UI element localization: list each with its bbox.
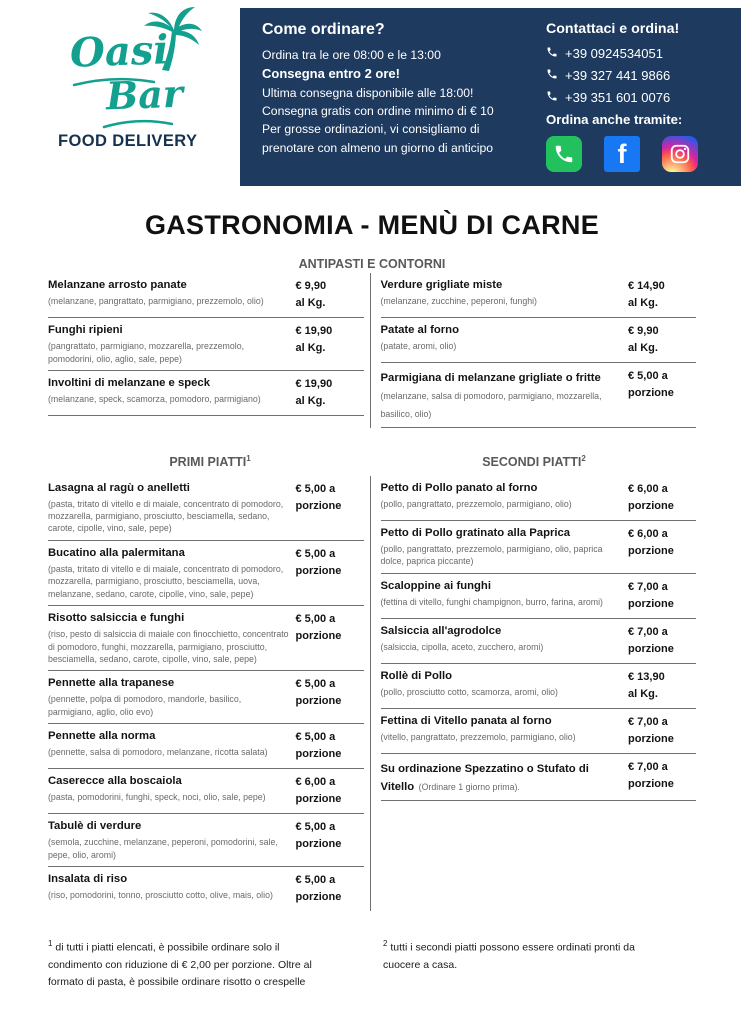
dish-name: Petto di Pollo panato al forno (380, 481, 538, 494)
price-unit: porzione (295, 838, 342, 851)
menu-item (48, 814, 364, 867)
mains-columns (48, 476, 696, 912)
dish-ingredients: (pangrattato, parmigiano, mozzarella, prezzemolo, pomodorini, olio, aglio, sale, pepe) (48, 341, 245, 364)
antipasti-left-column (48, 273, 370, 428)
phone-number (546, 46, 727, 61)
menu-item (381, 754, 697, 802)
instagram-icon[interactable] (662, 136, 698, 172)
footnote-secondi (373, 937, 696, 991)
dish-name: Bucatino alla palermitana (48, 546, 185, 559)
dish-name: Risotto salsiccia e funghi (48, 611, 185, 624)
dish-ingredients: (pennette, salsa di pomodoro, melanzane, ricotta salata) (48, 747, 268, 758)
price-unit: al Kg. (628, 342, 658, 355)
dish-text (381, 368, 623, 422)
price-amount: € 19,90 (295, 377, 333, 390)
dish-price (628, 579, 696, 613)
dish-ingredients: (melanzane, salsa di pomodoro, parmigiano, mozzarella, basilico, olio) (380, 391, 602, 420)
menu-item (48, 371, 364, 416)
dish-name: Petto di Pollo gratinato alla Paprica (380, 526, 571, 539)
menu-item (381, 273, 697, 318)
price-unit: porzione (295, 748, 342, 761)
price-amount: € 5,00 a (295, 482, 336, 495)
phone-number-text: +39 351 601 0076 (565, 90, 671, 105)
dish-ingredients: (semola, zucchine, melanzane, peperoni, pomodorini, sale, pepe, olio, aromi) (48, 837, 278, 860)
price-unit: al Kg. (295, 297, 326, 310)
dish-ingredients: (pasta, pomodorini, funghi, speck, noci, olio, sale, pepe) (48, 792, 266, 803)
section-heading-secondi (372, 454, 696, 469)
logo-tagline: FOOD DELIVERY (58, 132, 198, 150)
heading-text: PRIMI PIATTI (169, 455, 247, 470)
price-amount: € 6,00 a (628, 527, 668, 540)
price-unit: porzione (628, 387, 674, 400)
how-to-order-line: Ultima consegna disponibile alle 18:00! (262, 85, 474, 100)
footnote-text: di tutti i piatti elencati, è possibile ordinare solo il condimento con riduzione di € 2,00 per porzione. Oltre al formato di pasta, è possibile ordinare risotto o crespelle (48, 941, 312, 989)
heading-sup: 1 (246, 454, 251, 464)
menu-item (381, 619, 697, 664)
menu-item (381, 363, 697, 428)
dish-name: Verdure grigliate miste (380, 279, 503, 291)
dish-price (628, 759, 696, 796)
dish-ingredients: (riso, pomodorini, tonno, prosciutto cotto, olive, mais, olio) (48, 890, 273, 901)
dish-ingredients: (melanzane, speck, scamorza, pomodoro, parmigiano) (48, 394, 261, 405)
dish-ingredients: (vitello, pangrattato, prezzemolo, parmigiano, olio) (380, 732, 576, 743)
price-amount: € 5,00 a (295, 874, 336, 887)
dish-ingredients: (fettina di vitello, funghi champignon, burro, farina, aromi) (380, 596, 603, 607)
how-to-order-title: Come ordinare? (262, 21, 385, 38)
price-amount: € 5,00 a (295, 821, 336, 834)
mains-section (48, 454, 696, 911)
dish-price (628, 669, 696, 703)
menu-item (381, 521, 697, 574)
footnote-primi (48, 937, 373, 991)
dish-ingredients: (pasta, tritato di vitello e di maiale, concentrato di pomodoro, mozzarella, parmigiano, prosciutto, besciamella, sedano, carote, cipolle, vino, sale, pepe) (48, 498, 284, 534)
dish-name: Su ordinazione Spezzatino o Stufato di Vitello (380, 762, 589, 794)
section-heading-antipasti: ANTIPASTI E CONTORNI (298, 257, 446, 271)
price-amount: € 14,90 (628, 280, 665, 292)
facebook-icon[interactable] (604, 136, 640, 172)
primi-column (48, 476, 370, 912)
price-unit: porzione (628, 642, 674, 655)
heading-sup: 2 (581, 454, 586, 464)
phone-number (546, 68, 727, 83)
price-unit: porzione (628, 597, 674, 610)
dish-ingredients: (riso, pesto di salsiccia di maiale con finocchietto, concentrato di pomodoro, funghi, mozzarella, parmigiano, prosciutto, besciamella, sedano, carote, cipolle, vino, sale, pepe) (48, 629, 289, 664)
menu-item (48, 541, 364, 606)
phone-number-text: +39 0924534051 (565, 46, 663, 61)
price-unit: al Kg. (295, 342, 326, 355)
price-amount: € 5,00 a (628, 370, 668, 383)
dish-price (296, 729, 364, 763)
price-amount: € 7,00 a (628, 760, 668, 773)
price-unit: al Kg. (628, 687, 658, 700)
facebook-letter: f (617, 138, 627, 169)
heading-text: SECONDI PIATTI (482, 455, 582, 470)
price-amount: € 5,00 a (295, 612, 336, 625)
menu-item (381, 664, 697, 709)
dish-name: Rollè di Pollo (380, 669, 453, 682)
dish-ingredients: (pollo, prosciutto cotto, scamorza, aromi, olio) (380, 687, 558, 697)
menu-content (0, 210, 744, 992)
footnote-text: tutti i secondi piatti possono essere ordinati pronti da cuocere a casa. (383, 941, 635, 971)
dish-name: Involtini di melanzane e speck (48, 376, 210, 389)
price-amount: € 5,00 a (295, 678, 336, 691)
dish-price (628, 526, 696, 568)
price-unit: al Kg. (295, 395, 326, 408)
price-amount: € 9,90 (295, 280, 327, 292)
dish-name: Salsiccia all'agrodolce (380, 624, 502, 637)
dish-price (296, 872, 364, 906)
price-unit: porzione (295, 793, 342, 806)
menu-item (48, 318, 364, 371)
price-amount: € 6,00 a (628, 482, 668, 495)
menu-item (48, 606, 364, 671)
how-to-order-line: Ordina tra le ore 08:00 e le 13:00 (262, 48, 441, 62)
dish-name: Pennette alla norma (48, 730, 156, 743)
dish-ingredients: (pasta, tritato di vitello e di maiale, concentrato di pomodoro, mozzarella, parmigiano, prosciutto, besciamella, uova, melanzane, sedano, carote, cipolle, vino, sale, pepe) (48, 564, 284, 599)
menu-item (381, 476, 697, 521)
dish-name: Fettina di Vitello panata al forno (380, 714, 552, 727)
menu-item (381, 318, 697, 363)
dish-ingredients: (pollo, pangrattato, prezzemolo, parmigiano, olio) (380, 498, 572, 509)
how-to-order (262, 21, 522, 178)
dish-price (296, 376, 364, 410)
phone-icon (546, 46, 558, 61)
price-amount: € 13,90 (628, 670, 665, 683)
dish-name: Scaloppine ai funghi (380, 579, 491, 592)
dish-price (296, 546, 364, 600)
price-amount: € 7,00 a (628, 715, 668, 728)
antipasti-section (48, 273, 696, 428)
header-info-panel (240, 8, 741, 186)
phone-icon (546, 90, 558, 105)
price-amount: € 7,00 a (628, 625, 668, 638)
footnote-sup: 2 (383, 939, 388, 949)
how-to-order-line: Per grosse ordinazioni, vi consigliamo di prenotare con almeno un giorno di anticipo (262, 122, 494, 155)
price-amount: € 7,00 a (628, 580, 668, 593)
footnote-sup: 1 (48, 939, 53, 949)
dish-price (296, 819, 364, 861)
dish-ingredients: (Ordinare 1 giorno prima). (418, 782, 520, 793)
price-amount: € 6,00 a (295, 776, 336, 789)
phone-number (546, 90, 727, 105)
dish-name: Funghi ripieni (48, 324, 123, 337)
header (0, 0, 744, 186)
dish-name: Lasagna al ragù o anelletti (48, 481, 190, 494)
price-unit: porzione (295, 564, 342, 577)
contact-title: Contattaci e ordina! (546, 21, 680, 37)
menu-item (48, 867, 364, 911)
dish-name: Melanzane arrosto panate (48, 279, 187, 291)
dish-name: Caserecce alla boscaiola (48, 775, 182, 788)
price-unit: porzione (295, 695, 342, 708)
logo (44, 4, 240, 182)
dish-ingredients: (pennette, polpa di pomodoro, mandorle, basilico, parmigiano, aglio, olio evo) (48, 694, 242, 717)
phone-number-text: +39 327 441 9866 (565, 68, 671, 83)
contact-panel (546, 21, 727, 178)
logo-word-bar: Bar (105, 70, 184, 119)
dish-text (381, 759, 623, 796)
price-unit: porzione (295, 630, 342, 643)
dish-price (296, 676, 364, 718)
whatsapp-icon[interactable] (546, 136, 582, 172)
dish-ingredients: (patate, aromi, olio) (380, 341, 457, 352)
dish-price (628, 323, 696, 357)
menu-item (48, 273, 364, 318)
price-amount: € 19,90 (295, 325, 333, 338)
dish-price (628, 481, 696, 515)
dish-price (296, 278, 364, 312)
dish-price (628, 624, 696, 658)
dish-ingredients: (pollo, pangrattato, prezzemolo, parmigiano, olio, paprica dolce, paprica piccante) (380, 543, 603, 567)
price-unit: porzione (628, 732, 674, 745)
dish-name: Patate al forno (380, 324, 459, 337)
price-amount: € 5,00 a (295, 547, 336, 560)
how-to-order-line: Consegna entro 2 ore! (262, 66, 400, 82)
dish-price (296, 323, 364, 365)
how-to-order-line: Consegna gratis con ordine minimo di € 10 (262, 104, 494, 119)
menu-item (48, 724, 364, 769)
menu-item (381, 574, 697, 619)
dish-price (296, 774, 364, 808)
dish-ingredients: (melanzane, zucchine, peperoni, funghi) (380, 296, 537, 307)
page-title: GASTRONOMIA - MENÙ DI CARNE (144, 210, 600, 240)
phone-icon (546, 68, 558, 83)
dish-price (628, 278, 696, 312)
social-icons (546, 136, 727, 172)
dish-price (296, 481, 364, 535)
price-amount: € 5,00 a (295, 731, 336, 744)
order-via-label: Ordina anche tramite: (546, 112, 683, 127)
dish-price (628, 368, 696, 422)
menu-item (381, 709, 697, 754)
dish-ingredients: (salsiccia, cipolla, aceto, zucchero, aromi) (380, 641, 544, 652)
menu-item (48, 769, 364, 814)
dish-name: Parmigiana di melanzane grigliate o fritte (380, 372, 601, 385)
price-unit: porzione (628, 777, 674, 790)
dish-price (628, 714, 696, 748)
section-heading-primi (48, 454, 372, 469)
price-unit: porzione (628, 544, 674, 557)
price-unit: porzione (628, 499, 674, 512)
logo-word-oasi: Oasi (69, 26, 170, 77)
dish-name: Insalata di riso (48, 873, 128, 886)
price-unit: porzione (295, 891, 342, 904)
dish-name: Pennette alla trapanese (48, 677, 175, 690)
price-unit: al Kg. (628, 297, 658, 310)
menu-item (48, 476, 364, 541)
dish-price (296, 611, 364, 665)
antipasti-right-column (370, 273, 697, 428)
price-amount: € 9,90 (628, 325, 659, 338)
mains-headings (48, 454, 696, 469)
secondi-column (370, 476, 697, 912)
dish-name: Tabulè di verdure (48, 820, 142, 833)
dish-ingredients: (melanzane, pangrattato, parmigiano, prezzemolo, olio) (48, 296, 264, 307)
footnotes (48, 937, 696, 991)
price-unit: porzione (295, 499, 342, 512)
menu-item (48, 671, 364, 724)
